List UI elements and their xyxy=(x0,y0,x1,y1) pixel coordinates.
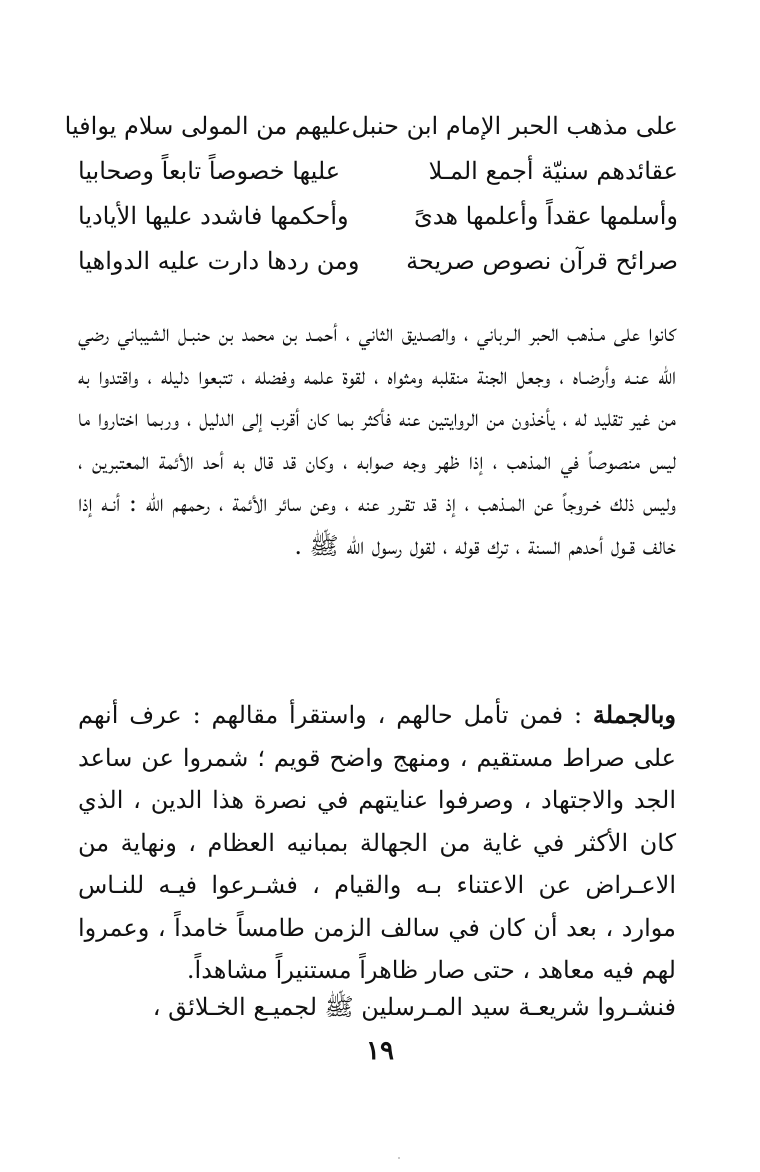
page-number: ١٩ xyxy=(366,1036,394,1066)
paragraph-summary-text: : فمن تأمل حالهم ، واستقرأ مقالهم : عرف أنهم على صراط مستقيم ، ومنهج واضح قويم ؛ شمروا عن ساعد الجد والاجتهاد ، وصرفوا عنايتهم في نصرة هذا الدين ، الذي كان الأكثر في غاية من الجهالة بمبانيه العظام ، ونهاية من الاعـراض عن الاعتناء بـه والقيام ، فشـرعوا فيـه للنـاس موارد ، بعد أن كان في سالف الزمن طامساً خامداً ، وعمروا لهم فيه معاهد ، حتى صار ظاهراً مستنيراً مشاهداً. xyxy=(78,701,676,984)
verse-second-hemistich: وأحكمها فاشدد عليها الأياديا xyxy=(78,202,349,230)
verse-first-hemistich: عقائدهم سنيّة أجمع المـلا xyxy=(428,157,678,185)
scan-speck xyxy=(398,1157,400,1159)
verse-first-hemistich: وأسلمها عقداً وأعلمها هدىً xyxy=(414,202,678,230)
paragraph-continuation: فنشـروا شريعـة سيد المـرسلين ﷺ لجميـع الخـلائق ، xyxy=(152,993,676,1021)
paragraph-summary xyxy=(78,694,676,992)
paragraph-madhhab: كانوا على مـذهب الحبر الـرباني ، والصـديق الثاني ، أحمـد بن محمد بن حنبـل الشيباني رضي الله عنـه وأرضـاه ، وجعل الجنة منقلبه ومثواه ، لقوة علمه وفضله ، تتبعوا دليله ، واقتدوا به من غير تقليد له ، يأخذون من الروايتين عنه فأكثر بما كان أقرب إلى الدليل ، وربما اختاروا ما ليس منصوصاً في المذهب ، إذا ظهر وجه صوابه ، وكان قد قال به أحد الأئمة المعتبرين ، وليس ذلك خـروجاً عن المـذهب ، إذ قد تقـرر عنه ، وعن سائر الأئمة ، رحمهم الله : أنـه إذا خالف قـول أحدهم السنة ، ترك قوله ، لقول رسول الله ﷺ . xyxy=(78,319,677,560)
poem-verse xyxy=(64,104,678,149)
poem-verse xyxy=(78,149,678,194)
verse-first-hemistich: على مذهب الحبر الإمام ابن حنبل xyxy=(351,112,678,140)
verse-first-hemistich: صرائح قرآن نصوص صريحة xyxy=(406,247,678,275)
poem-verse xyxy=(78,194,678,239)
poem-verse xyxy=(78,239,678,284)
verse-second-hemistich: عليهم من المولى سلام يوافيا xyxy=(64,112,352,140)
poem-block xyxy=(64,104,678,284)
verse-second-hemistich: ومن ردها دارت عليه الدواهيا xyxy=(78,247,360,275)
verse-second-hemistich: عليها خصوصاً تابعاً وصحابيا xyxy=(78,157,341,185)
paragraph-lead-word: وبالجملة xyxy=(592,700,676,729)
